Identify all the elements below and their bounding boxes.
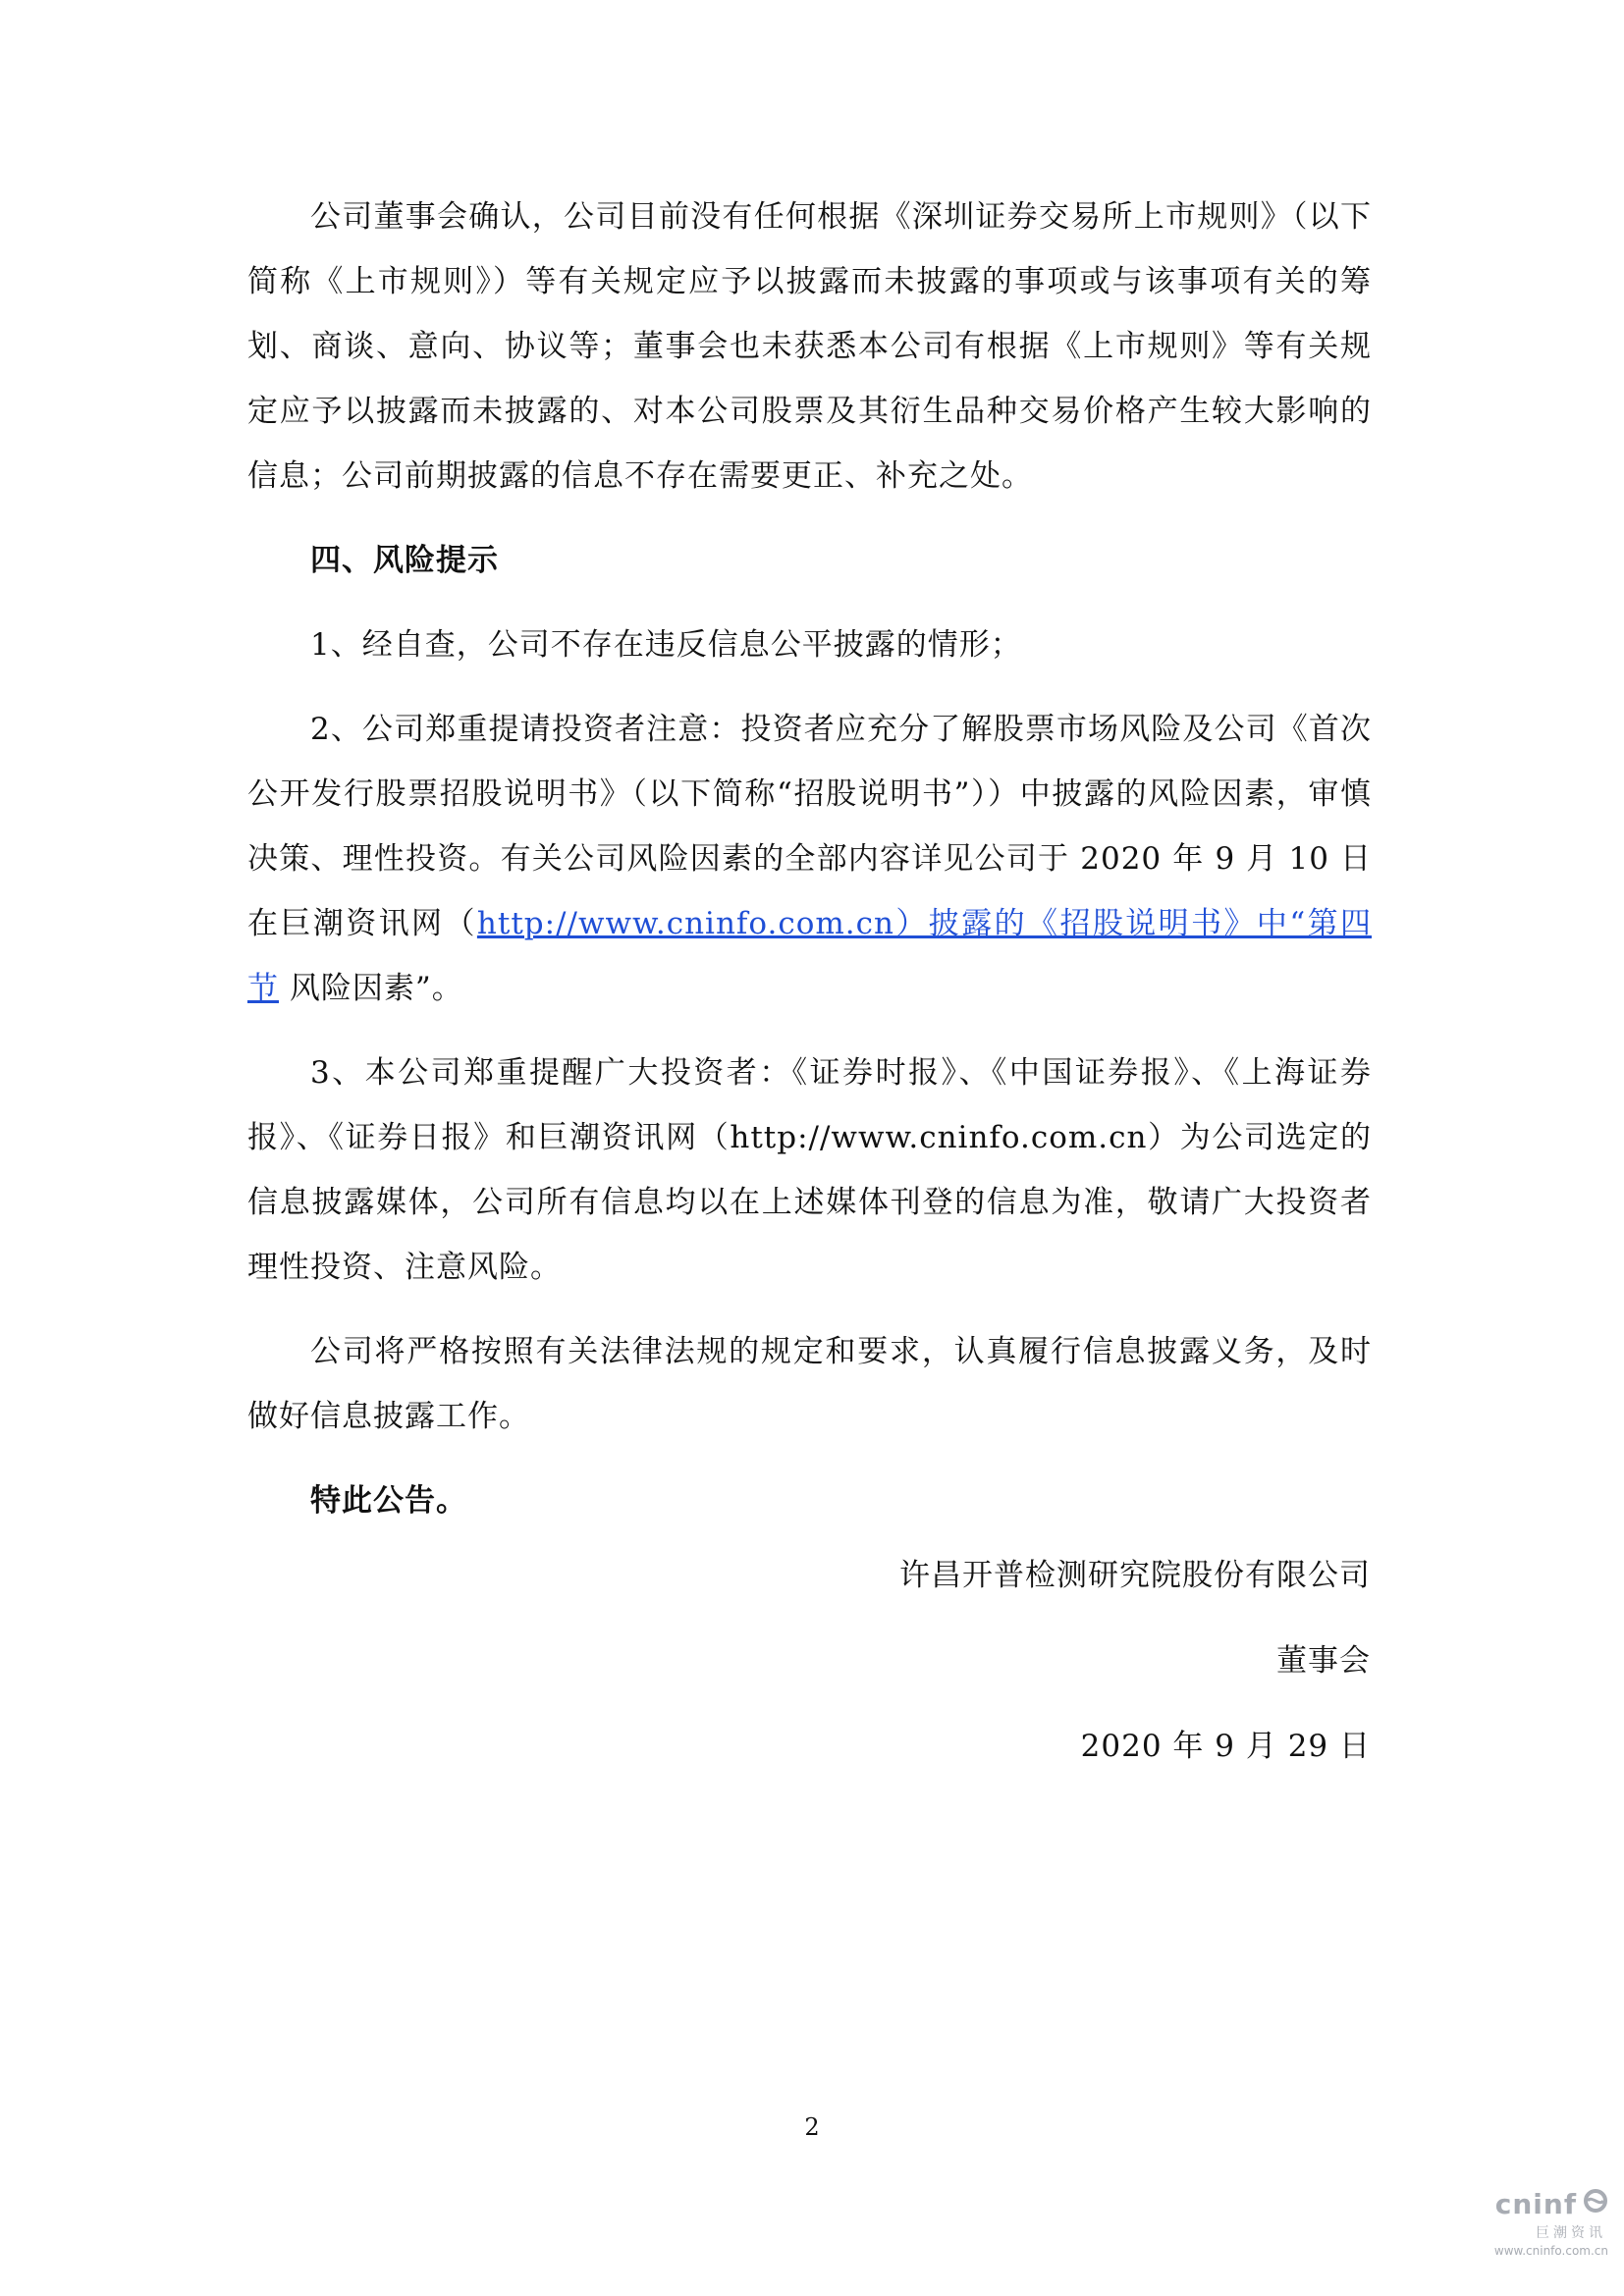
page-number: 2 <box>804 2113 820 2141</box>
signature-company: 许昌开普检测研究院股份有限公司 <box>899 1558 1371 1593</box>
risk-item-2-text-suffix: 风险因素”。 <box>279 971 463 1006</box>
document-body <box>247 185 1372 1553</box>
risk-item-2-text-prefix: 2、公司郑重提请投资者注意：投资者应充分了解股票市场风险及公司《首次公开发行股票招股说明书》（以下简称“招股说明书”））中披露的风险因素，审慎决策、理性投资。有关公司风险因素的全部内容详见公司于 2020 年 9 月 10 日在巨潮资讯网（ <box>247 712 1372 941</box>
risk-item-3: 3、本公司郑重提醒广大投资者：《证券时报》、《中国证券报》、《上海证券报》、《证券日报》和巨潮资讯网（http://www.cninfo.com.cn）为公司选定的信息披露媒体，公司所有信息均以在上述媒体刊登的信息为准，敬请广大投资者理性投资、注意风险。 <box>247 1055 1372 1285</box>
risk-item-2 <box>247 697 1372 1021</box>
cninfo-logo-icon <box>1583 2188 1608 2220</box>
paragraph-board-confirmation: 公司董事会确认，公司目前没有任何根据《深圳证券交易所上市规则》（以下简称《上市规则》）等有关规定应予以披露而未披露的事项或与该事项有关的筹划、商谈、意向、协议等；董事会也未获悉本公司有根据《上市规则》等有关规定应予以披露而未披露的、对本公司股票及其衍生品种交易价格产生较大影响的信息；公司前期披露的信息不存在需要更正、补充之处。 <box>247 199 1372 494</box>
cninfo-brand-text: cninf <box>1494 2188 1577 2220</box>
announcement-closing: 特此公告。 <box>310 1483 467 1519</box>
signature-board: 董事会 <box>1276 1643 1371 1679</box>
risk-item-1: 1、经自查，公司不存在违反信息公平披露的情形； <box>310 627 1022 663</box>
cninfo-chinese-name: 巨潮资讯 <box>1536 2225 1606 2241</box>
cninfo-brand <box>1495 2188 1608 2220</box>
paragraph-disclosure-commitment: 公司将严格按照有关法律法规的规定和要求，认真履行信息披露义务，及时做好信息披露工作。 <box>247 1334 1372 1434</box>
signature-date: 2020 年 9 月 29 日 <box>1080 1729 1371 1764</box>
cninfo-prospectus-link[interactable]: http://www.cninfo.com.cn）披露的《招股说明书》中“第四节 <box>247 906 1372 1006</box>
cninfo-watermark <box>1461 2188 1608 2274</box>
section-heading-risk: 四、风险提示 <box>310 543 499 578</box>
cninfo-url: www.cninfo.com.cn <box>1493 2244 1608 2258</box>
